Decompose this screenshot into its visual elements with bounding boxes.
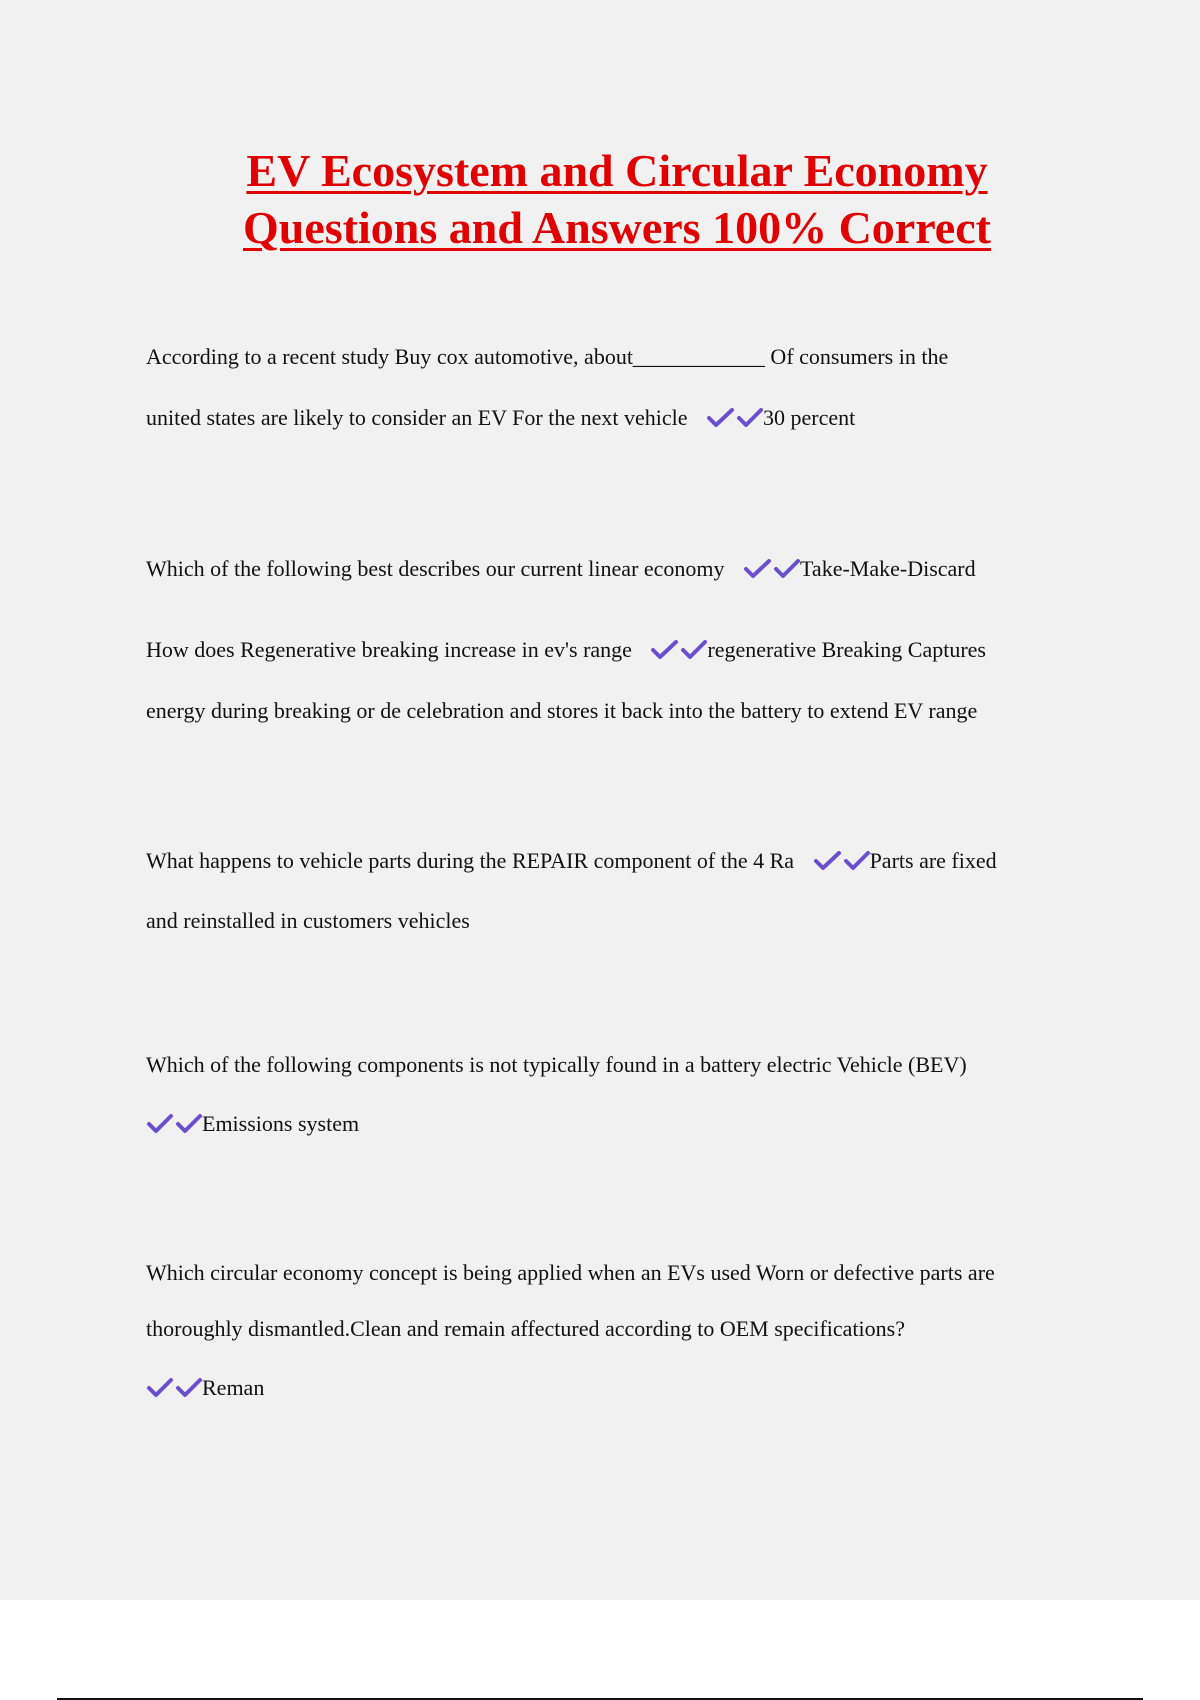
answer-4-line-2: and reinstalled in customers vehicles [146, 908, 470, 933]
answer-6: Reman [202, 1375, 265, 1400]
check-icon [735, 408, 763, 434]
check-icon [744, 559, 772, 585]
qa-item-2 [146, 556, 976, 585]
check-icon [707, 408, 735, 434]
question-6-line-1: Which circular economy concept is being applied when an EVs used Worn or defective parts are [146, 1260, 995, 1285]
qa-item-1-line-2 [146, 405, 855, 434]
check-icon [772, 559, 800, 585]
check-icon [174, 1114, 202, 1140]
question-1-line-1: According to a recent study Buy cox automotive, about____________ Of consumers in the [146, 344, 949, 369]
question-3: How does Regenerative breaking increase in ev's range [146, 637, 632, 662]
answer-5: Emissions system [202, 1111, 360, 1136]
check-icon [174, 1378, 202, 1404]
answer-2: Take-Make-Discard [800, 556, 976, 581]
answer-4-line-1: Parts are fixed [869, 848, 997, 873]
qa-item-6-answer [146, 1375, 264, 1404]
question-4: What happens to vehicle parts during the REPAIR component of the 4 Ra [146, 848, 795, 873]
check-icon [146, 1114, 174, 1140]
title-line-2: Questions and Answers 100% Correct [243, 202, 991, 253]
check-icon [679, 640, 707, 666]
qa-item-5-answer [146, 1111, 359, 1140]
question-6-line-2: thoroughly dismantled.Clean and remain affectured according to OEM specifications? [146, 1316, 905, 1341]
question-2: Which of the following best describes our current linear economy [146, 556, 725, 581]
question-1-line-2: united states are likely to consider an EV For the next vehicle [146, 405, 688, 430]
answer-3-line-2: energy during breaking or de celebration and stores it back into the battery to extend EV range [146, 698, 978, 723]
qa-item-3-line-1 [146, 637, 986, 666]
question-5: Which of the following components is not typically found in a battery electric Vehicle (BEV) [146, 1052, 967, 1077]
check-icon [814, 851, 842, 877]
title-line-1: EV Ecosystem and Circular Economy [246, 145, 988, 196]
document-title [0, 142, 1200, 256]
answer-1: 30 percent [763, 405, 856, 430]
qa-item-4-line-1 [146, 848, 997, 877]
check-icon [146, 1378, 174, 1404]
answer-3-line-1: regenerative Breaking Captures [707, 637, 986, 662]
check-icon [842, 851, 870, 877]
check-icon [651, 640, 679, 666]
